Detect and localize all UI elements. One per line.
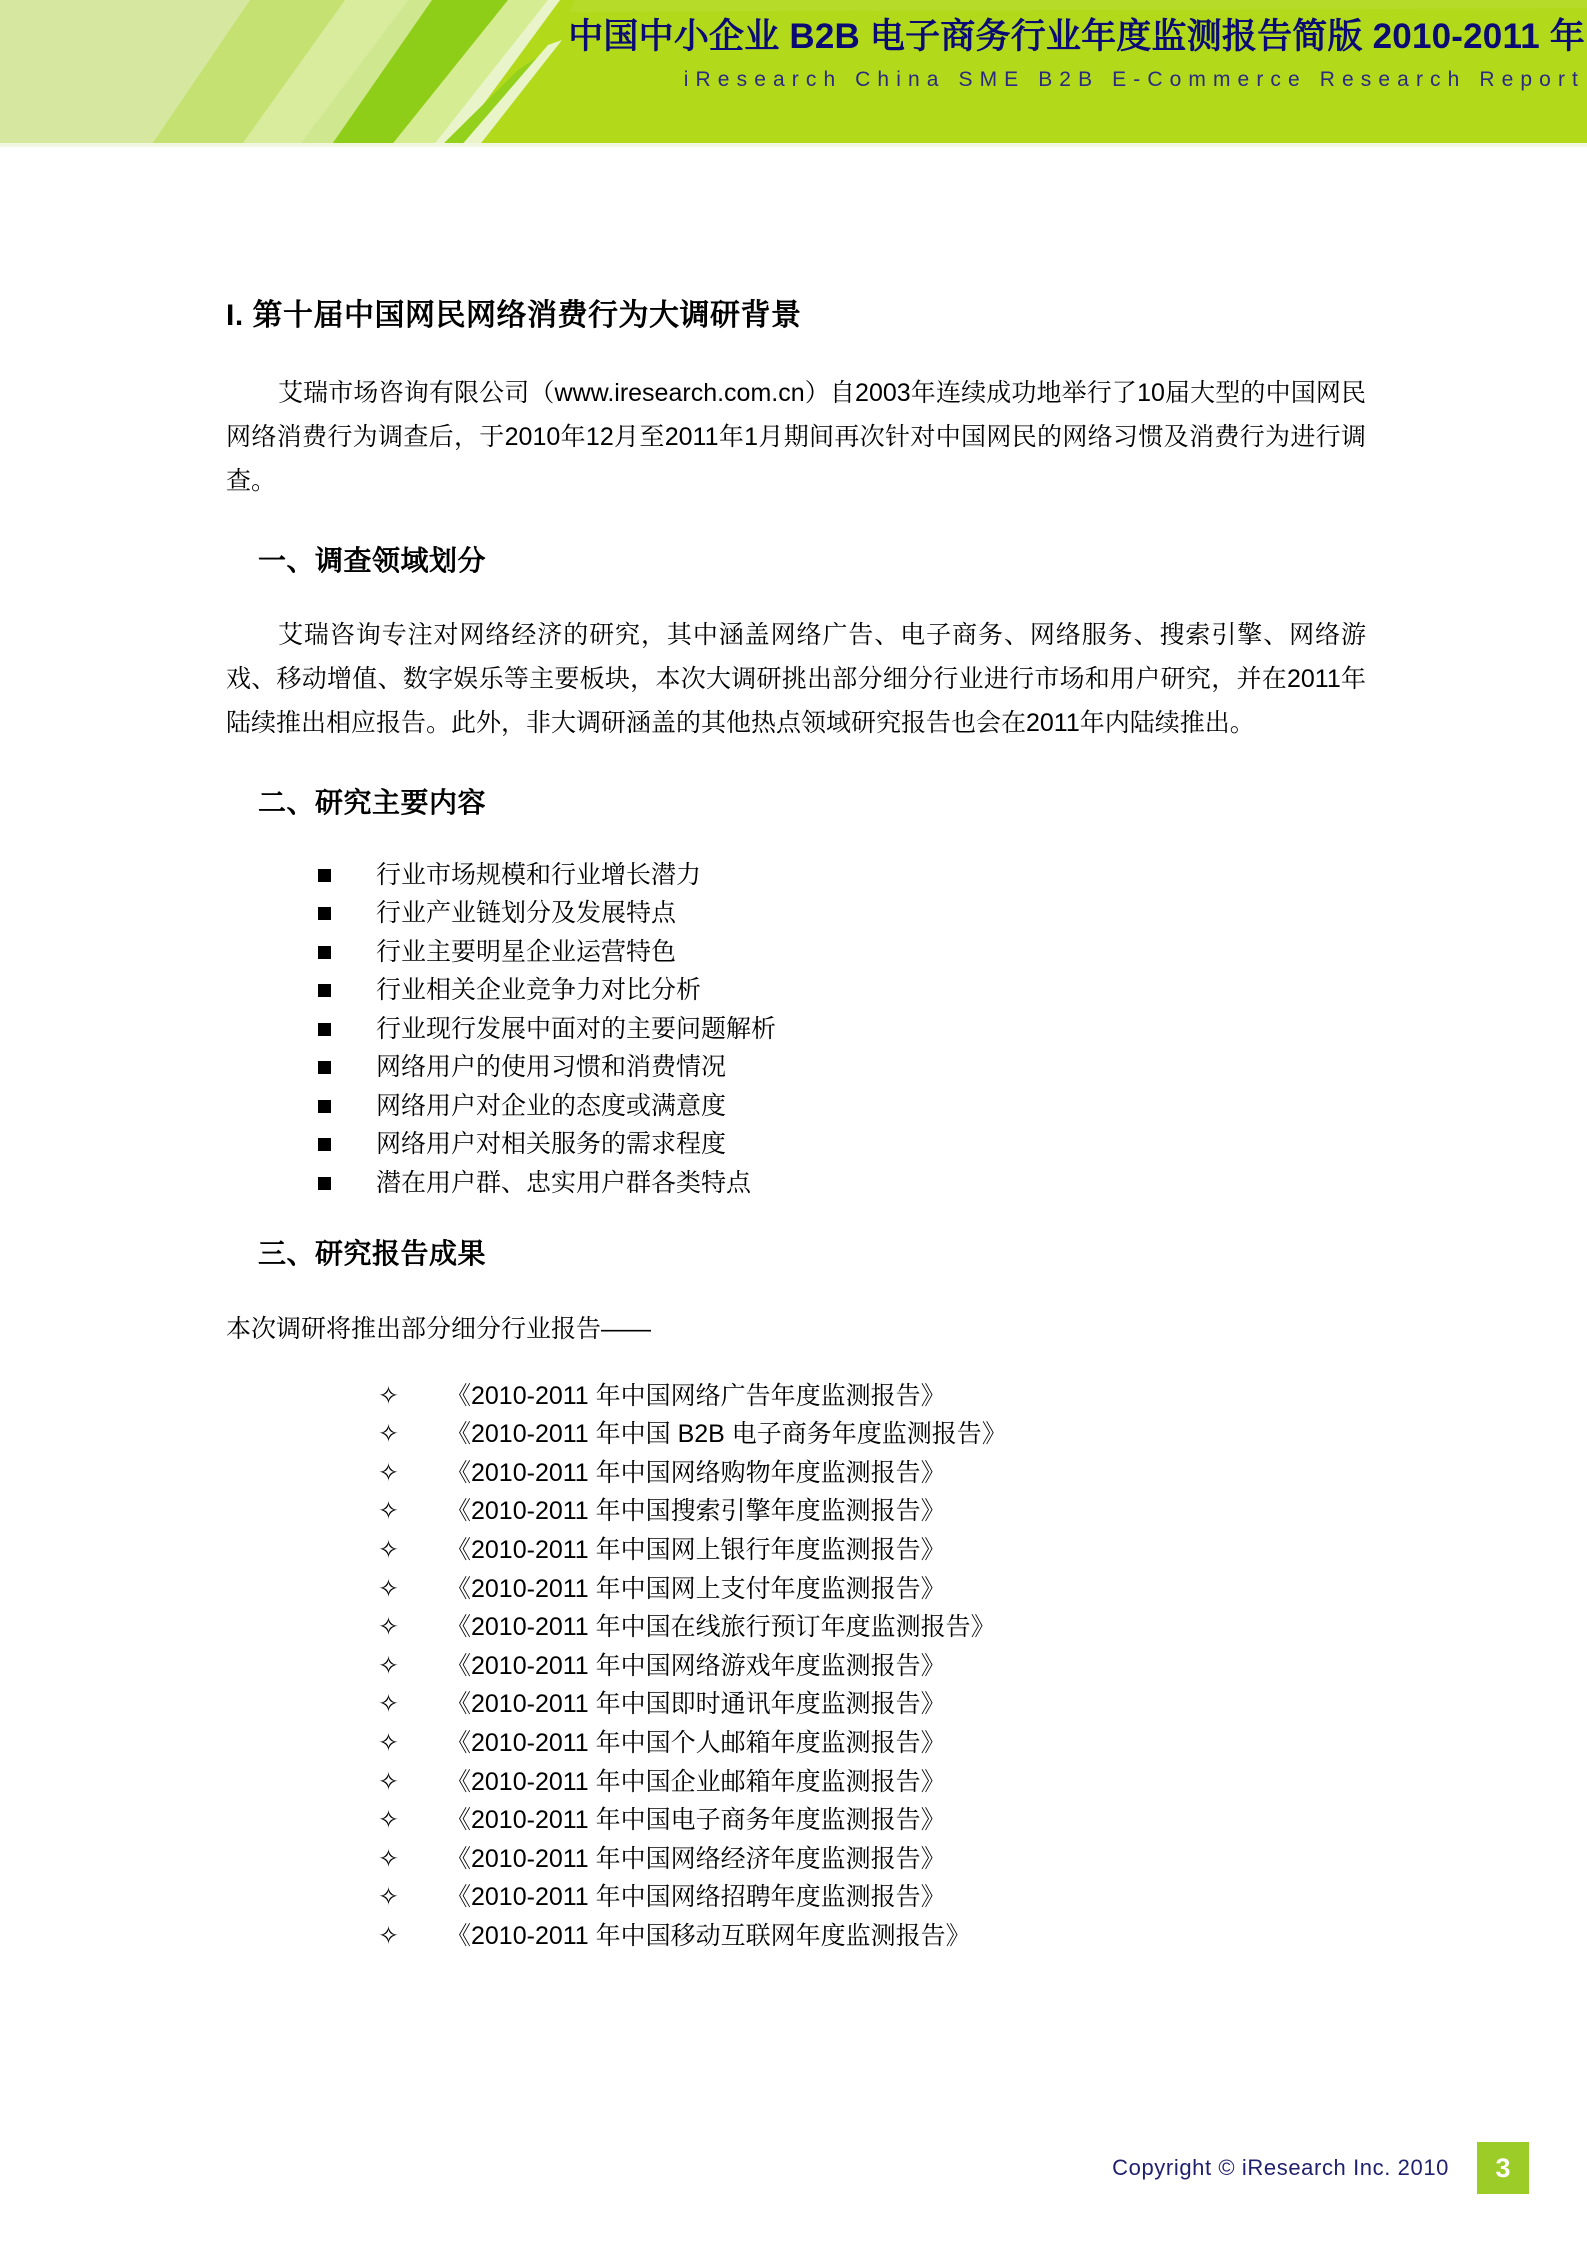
list-item <box>378 1570 1366 1609</box>
report-title: 《2010-2011 年中国电子商务年度监测报告》 <box>446 1806 946 1835</box>
square-bullet-icon <box>318 1100 331 1113</box>
list-item <box>378 1531 1366 1570</box>
list-item-label: 行业现行发展中面对的主要问题解析 <box>376 1014 777 1043</box>
report-title: 《2010-2011 年中国个人邮箱年度监测报告》 <box>446 1729 946 1758</box>
research-content-list <box>226 856 1366 1203</box>
report-title: 《2010-2011 年中国网上银行年度监测报告》 <box>446 1536 946 1565</box>
page-content <box>226 296 1366 1956</box>
list-item <box>378 1685 1366 1724</box>
list-item <box>378 1647 1366 1686</box>
list-item <box>318 1087 1366 1126</box>
square-bullet-icon <box>318 907 331 920</box>
page-number-badge: 3 <box>1477 2142 1529 2194</box>
diamond-bullet-icon: ✧ <box>378 1420 399 1449</box>
subsection-heading-survey-scope: 一、调查领域划分 <box>258 545 487 576</box>
survey-scope-paragraph: 艾瑞咨询专注对网络经济的研究，其中涵盖网络广告、电子商务、网络服务、搜索引擎、网络游戏、移动增值、数字娱乐等主要板块，本次大调研挑出部分细分行业进行市场和用户研究，并在2011年陆续推出相应报告。此外，非大调研涵盖的其他热点领域研究报告也会在2011年内陆续推出。 <box>226 621 1366 738</box>
report-title: 《2010-2011 年中国网络游戏年度监测报告》 <box>446 1651 946 1680</box>
square-bullet-icon <box>318 984 331 997</box>
report-title: 《2010-2011 年中国网络经济年度监测报告》 <box>446 1844 946 1873</box>
intro-paragraph: 艾瑞市场咨询有限公司（www.iresearch.com.cn）自2003年连续成功地举行了10届大型的中国网民网络消费行为调查后，于2010年12月至2011年1月期间再次针对中国网民的网络习惯及消费行为进行调查。 <box>226 379 1366 495</box>
list-item <box>318 856 1366 895</box>
list-item-label: 行业产业链划分及发展特点 <box>376 899 677 928</box>
diamond-bullet-icon: ✧ <box>378 1381 399 1410</box>
list-item <box>378 1415 1366 1454</box>
list-item <box>378 1608 1366 1647</box>
diamond-bullet-icon: ✧ <box>378 1497 399 1526</box>
diamond-bullet-icon: ✧ <box>378 1690 399 1719</box>
research-results-lead: 本次调研将推出部分细分行业报告—— <box>226 1314 652 1343</box>
diamond-bullet-icon: ✧ <box>378 1574 399 1603</box>
square-bullet-icon <box>318 869 331 882</box>
list-item <box>378 1878 1366 1917</box>
report-title: 《2010-2011 年中国 B2B 电子商务年度监测报告》 <box>446 1420 1007 1449</box>
section-heading-background: I. 第十届中国网民网络消费行为大调研背景 <box>226 299 802 332</box>
list-item-label: 网络用户的使用习惯和消费情况 <box>376 1053 727 1082</box>
list-item-label: 行业主要明星企业运营特色 <box>376 937 677 966</box>
report-title-chinese: 中国中小企业 B2B 电子商务行业年度监测报告简版 2010-2011 年 <box>568 17 1585 56</box>
list-item-label: 行业相关企业竞争力对比分析 <box>376 976 702 1005</box>
subsection-heading-research-content: 二、研究主要内容 <box>258 787 487 819</box>
report-title: 《2010-2011 年中国企业邮箱年度监测报告》 <box>446 1767 946 1796</box>
copyright-notice: Copyright © iResearch Inc. 2010 <box>1112 2155 1449 2180</box>
list-item <box>378 1917 1366 1956</box>
list-item <box>378 1801 1366 1840</box>
page-footer <box>0 2095 1587 2245</box>
square-bullet-icon <box>318 946 331 959</box>
diamond-bullet-icon: ✧ <box>378 1767 399 1796</box>
diamond-bullet-icon: ✧ <box>378 1613 399 1642</box>
diamond-bullet-icon: ✧ <box>378 1883 399 1912</box>
report-title: 《2010-2011 年中国搜索引擎年度监测报告》 <box>446 1497 946 1526</box>
banner-decoration-stripes <box>0 0 1587 147</box>
report-title: 《2010-2011 年中国网络广告年度监测报告》 <box>446 1381 946 1410</box>
list-item-label: 网络用户对相关服务的需求程度 <box>376 1130 727 1159</box>
square-bullet-icon <box>318 1023 331 1036</box>
report-title: 《2010-2011 年中国网络购物年度监测报告》 <box>446 1458 946 1487</box>
square-bullet-icon <box>318 1138 331 1151</box>
list-item-label: 网络用户对企业的态度或满意度 <box>376 1091 727 1120</box>
diamond-bullet-icon: ✧ <box>378 1729 399 1758</box>
list-item <box>378 1454 1366 1493</box>
list-item <box>378 1377 1366 1416</box>
list-item-label: 行业市场规模和行业增长潜力 <box>376 860 702 889</box>
list-item <box>318 1010 1366 1049</box>
diamond-bullet-icon: ✧ <box>378 1651 399 1680</box>
report-title: 《2010-2011 年中国网上支付年度监测报告》 <box>446 1574 946 1603</box>
diamond-bullet-icon: ✧ <box>378 1844 399 1873</box>
report-title-english: iResearch China SME B2B E-Commerce Research Report <box>683 68 1585 91</box>
subsection-heading-research-results: 三、研究报告成果 <box>258 1238 487 1270</box>
report-title: 《2010-2011 年中国网络招聘年度监测报告》 <box>446 1883 946 1912</box>
list-item-label: 潜在用户群、忠实用户群各类特点 <box>376 1168 752 1197</box>
list-item <box>318 933 1366 972</box>
list-item <box>318 894 1366 933</box>
report-title: 《2010-2011 年中国在线旅行预订年度监测报告》 <box>446 1613 996 1642</box>
square-bullet-icon <box>318 1061 331 1074</box>
list-item <box>378 1763 1366 1802</box>
diamond-bullet-icon: ✧ <box>378 1921 399 1950</box>
list-item <box>378 1840 1366 1879</box>
diamond-bullet-icon: ✧ <box>378 1806 399 1835</box>
list-item <box>318 1048 1366 1087</box>
diamond-bullet-icon: ✧ <box>378 1536 399 1565</box>
list-item <box>378 1492 1366 1531</box>
report-title: 《2010-2011 年中国移动互联网年度监测报告》 <box>446 1921 971 1950</box>
diamond-bullet-icon: ✧ <box>378 1458 399 1487</box>
list-item <box>378 1724 1366 1763</box>
square-bullet-icon <box>318 1177 331 1190</box>
list-item <box>318 1164 1366 1203</box>
report-titles-list <box>226 1377 1366 1956</box>
page-header-banner <box>0 0 1587 147</box>
report-title: 《2010-2011 年中国即时通讯年度监测报告》 <box>446 1690 946 1719</box>
list-item <box>318 971 1366 1010</box>
list-item <box>318 1125 1366 1164</box>
